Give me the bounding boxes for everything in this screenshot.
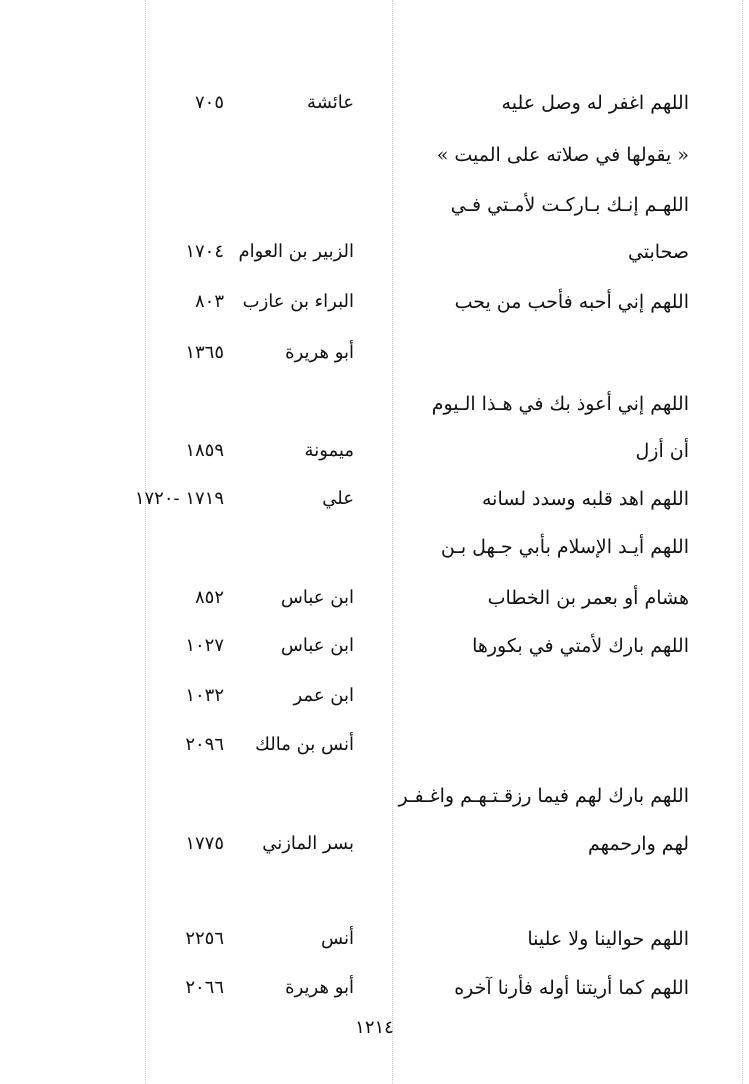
hadith-number: ٨٠٣ — [194, 291, 224, 312]
hadith-number: ١٨٥٩ — [185, 440, 224, 461]
hadith-text: اللهم اهد قلبه وسدد لسانه — [481, 488, 689, 510]
index-row — [0, 434, 749, 468]
hadith-text: لهم وارحمهم — [588, 833, 689, 855]
narrator: أنس — [321, 928, 354, 949]
hadith-number: ١٧٧٥ — [185, 833, 224, 854]
hadith-text: اللهـم إنـك بـاركـت لأمـتي فـي — [450, 194, 689, 216]
narrator: ابن عباس — [280, 587, 354, 608]
hadith-text: اللهم بارك لأمتي في بكورها — [472, 635, 689, 657]
index-row — [0, 971, 749, 1005]
hadith-number: ١٧١٩ -١٧٢٠ — [134, 488, 224, 509]
index-row — [0, 336, 749, 370]
index-row — [0, 530, 749, 564]
hadith-number: ٢٢٥٦ — [185, 928, 224, 949]
index-row — [0, 581, 749, 615]
hadith-text: « يقولها في صلاته على الميت » — [436, 144, 689, 166]
hadith-text: اللهم حوالينا ولا علينا — [527, 928, 689, 950]
index-row — [0, 629, 749, 663]
index-row — [0, 728, 749, 762]
narrator: الزبير بن العوام — [238, 241, 354, 262]
hadith-text: هشام أو بعمر بن الخطاب — [487, 587, 689, 609]
narrator: عائشة — [307, 92, 354, 113]
narrator: أبو هريرة — [285, 342, 354, 363]
hadith-text: اللهم كما أريتنا أوله فأرنا آخره — [454, 977, 689, 999]
hadith-number: ١٣٦٥ — [185, 342, 224, 363]
index-row — [0, 285, 749, 319]
hadith-number: ٨٥٢ — [194, 587, 224, 608]
hadith-text: اللهم اغفر له وصل عليه — [501, 92, 689, 114]
index-row — [0, 922, 749, 956]
hadith-number: ١٠٣٢ — [185, 685, 224, 706]
hadith-number: ١٠٢٧ — [185, 635, 224, 656]
narrator: ابن عباس — [280, 635, 354, 656]
narrator: بسر المازني — [262, 833, 354, 854]
index-row — [0, 235, 749, 269]
index-row — [0, 827, 749, 861]
narrator: علي — [322, 488, 354, 509]
narrator: أنس بن مالك — [255, 734, 354, 755]
narrator: أبو هريرة — [285, 977, 354, 998]
index-row — [0, 86, 749, 120]
hadith-text: اللهم أيـد الإسلام بأبي جـهل بـن — [440, 536, 689, 558]
hadith-number: ٢٠٩٦ — [185, 734, 224, 755]
hadith-number: ٧٠٥ — [194, 92, 224, 113]
hadith-number: ١٧٠٤ — [185, 241, 224, 262]
hadith-text: اللهم إني أعوذ بك في هـذا الـيوم — [431, 393, 689, 415]
hadith-text: اللهم بارك لهم فيما رزقـتـهـم واغـفـر — [398, 785, 689, 807]
hadith-text: أن أزل — [635, 440, 689, 462]
narrator: ابن عمر — [293, 685, 354, 706]
index-row — [0, 779, 749, 813]
narrator: البراء بن عازب — [242, 291, 354, 312]
index-row — [0, 482, 749, 516]
page-number: ١٢١٤ — [355, 1017, 394, 1038]
index-row — [0, 679, 749, 713]
index-row — [0, 387, 749, 421]
index-row — [0, 188, 749, 222]
hadith-number: ٢٠٦٦ — [185, 977, 224, 998]
hadith-text: صحابتي — [627, 241, 689, 263]
narrator: ميمونة — [304, 440, 354, 461]
hadith-text: اللهم إني أحبه فأحب من يحب — [454, 291, 689, 313]
index-row — [0, 138, 749, 172]
